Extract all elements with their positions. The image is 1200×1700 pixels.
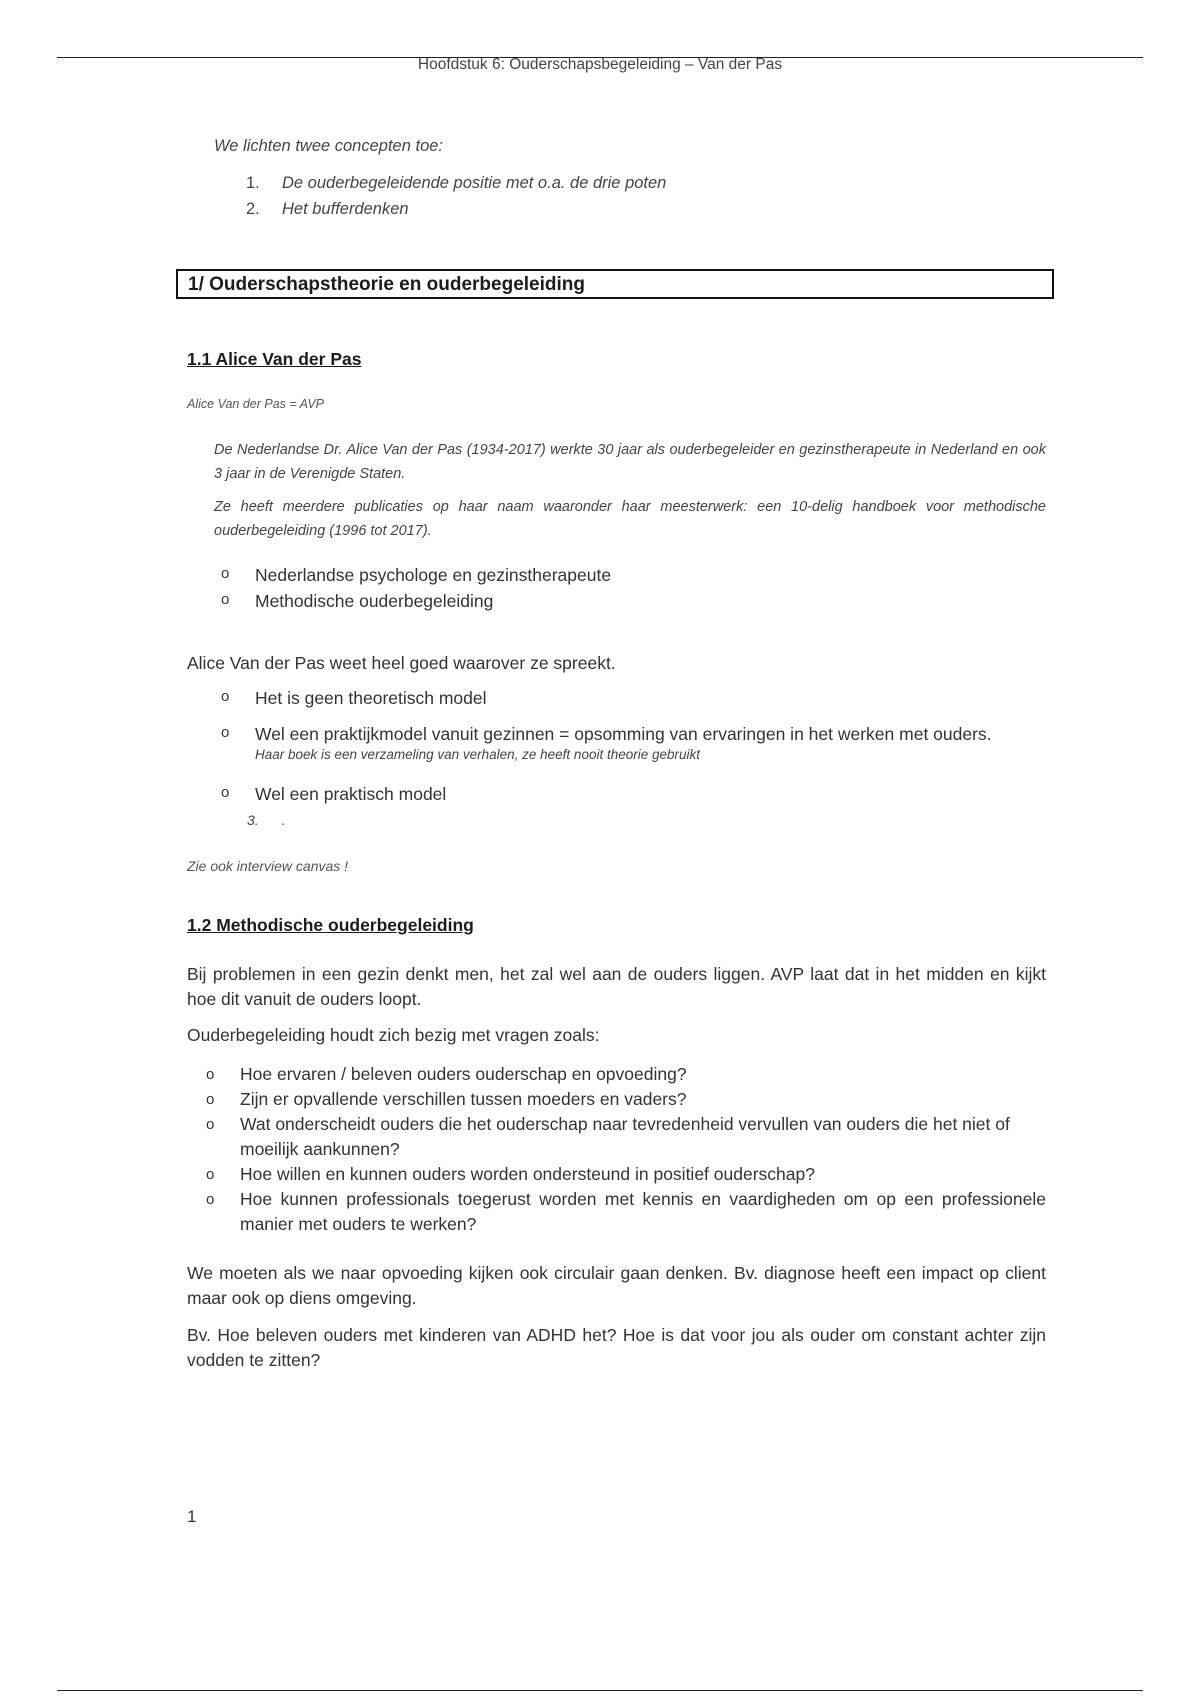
paragraph: Ouderbegeleiding houdt zich bezig met vragen zoals:	[187, 1025, 600, 1045]
list-item: o Nederlandse psychologe en gezinstherapeute	[221, 565, 612, 585]
section-heading: 1/ Ouderschapstheorie en ouderbegeleiding	[176, 269, 1054, 299]
questions-list	[206, 1062, 1046, 1237]
intro-text: We lichten twee concepten toe:	[214, 137, 444, 155]
abbreviation-note: Alice Van der Pas = AVP	[187, 397, 324, 411]
paragraph: Bv. Hoe beleven ouders met kinderen van ADHD het? Hoe is dat voor jou als ouder om constant achter zijn vodden te zitten?	[187, 1325, 1046, 1370]
concepts-list	[246, 170, 666, 222]
stray-number: 3.	[247, 812, 259, 828]
list-item: 1. De ouderbegeleidende positie met o.a. de drie poten	[246, 174, 667, 192]
quote-paragraph: De Nederlandse Dr. Alice Van der Pas (1934-2017) werkte 30 jaar als ouderbegeleider en gezinstherapeute in Nederland en ook 3 jaar in de Verenigde Staten.	[214, 442, 1046, 482]
list-item: o Zijn er opvallende verschillen tussen moeders en vaders?	[206, 1089, 687, 1109]
list-item: o Hoe kunnen professionals toegerust worden met kennis en vaardigheden om op een professionele manier met ouders te werken?	[206, 1189, 1046, 1234]
bullet-list	[221, 688, 1051, 810]
page-header: Hoofdstuk 6: Ouderschapsbegeleiding – Van der Pas	[417, 56, 783, 73]
paragraph: Bij problemen in een gezin denkt men, het zal wel aan de ouders liggen. AVP laat dat in het midden en kijkt hoe dit vanuit de ouders loopt.	[187, 964, 1046, 1009]
stray-dot: .	[281, 812, 285, 828]
footer-rule	[57, 1690, 1143, 1691]
list-item: o Wat onderscheidt ouders die het ouderschap naar tevredenheid vervullen van ouders die het niet of moeilijk aankunnen?	[206, 1114, 1010, 1159]
list-item: o Wel een praktisch model	[221, 784, 447, 804]
list-item: o Hoe willen en kunnen ouders worden ondersteund in positief ouderschap?	[206, 1164, 815, 1184]
list-item: o Hoe ervaren / beleven ouders ouderschap en opvoeding?	[206, 1064, 687, 1084]
bullet-list	[221, 565, 1041, 617]
list-item: o Methodische ouderbegeleiding	[221, 591, 494, 611]
subsection-title-1-1: 1.1 Alice Van der Pas	[187, 349, 362, 369]
subsection-title-1-2: 1.2 Methodische ouderbegeleiding	[187, 915, 474, 935]
list-item: o Wel een praktijkmodel vanuit gezinnen = opsomming van ervaringen in het werken met ouders. Haar boek is een verzameling van verhalen, ze heeft nooit theorie gebruikt	[221, 724, 992, 762]
list-item: 2. Het bufferdenken	[246, 200, 409, 218]
page-number: 1	[187, 1507, 197, 1526]
paragraph: We moeten als we naar opvoeding kijken ook circulair gaan denken. Bv. diagnose heeft een impact op client maar ook op diens omgeving.	[187, 1263, 1046, 1308]
see-also-note: Zie ook interview canvas !	[187, 858, 349, 874]
paragraph: Alice Van der Pas weet heel goed waarover ze spreekt.	[187, 653, 616, 673]
quote-paragraph: Ze heeft meerdere publicaties op haar naam waaronder haar meesterwerk: een 10-delig handboek voor methodische ouderbegeleiding (1996 tot 2017).	[214, 499, 1046, 539]
list-item: o Het is geen theoretisch model	[221, 688, 487, 708]
